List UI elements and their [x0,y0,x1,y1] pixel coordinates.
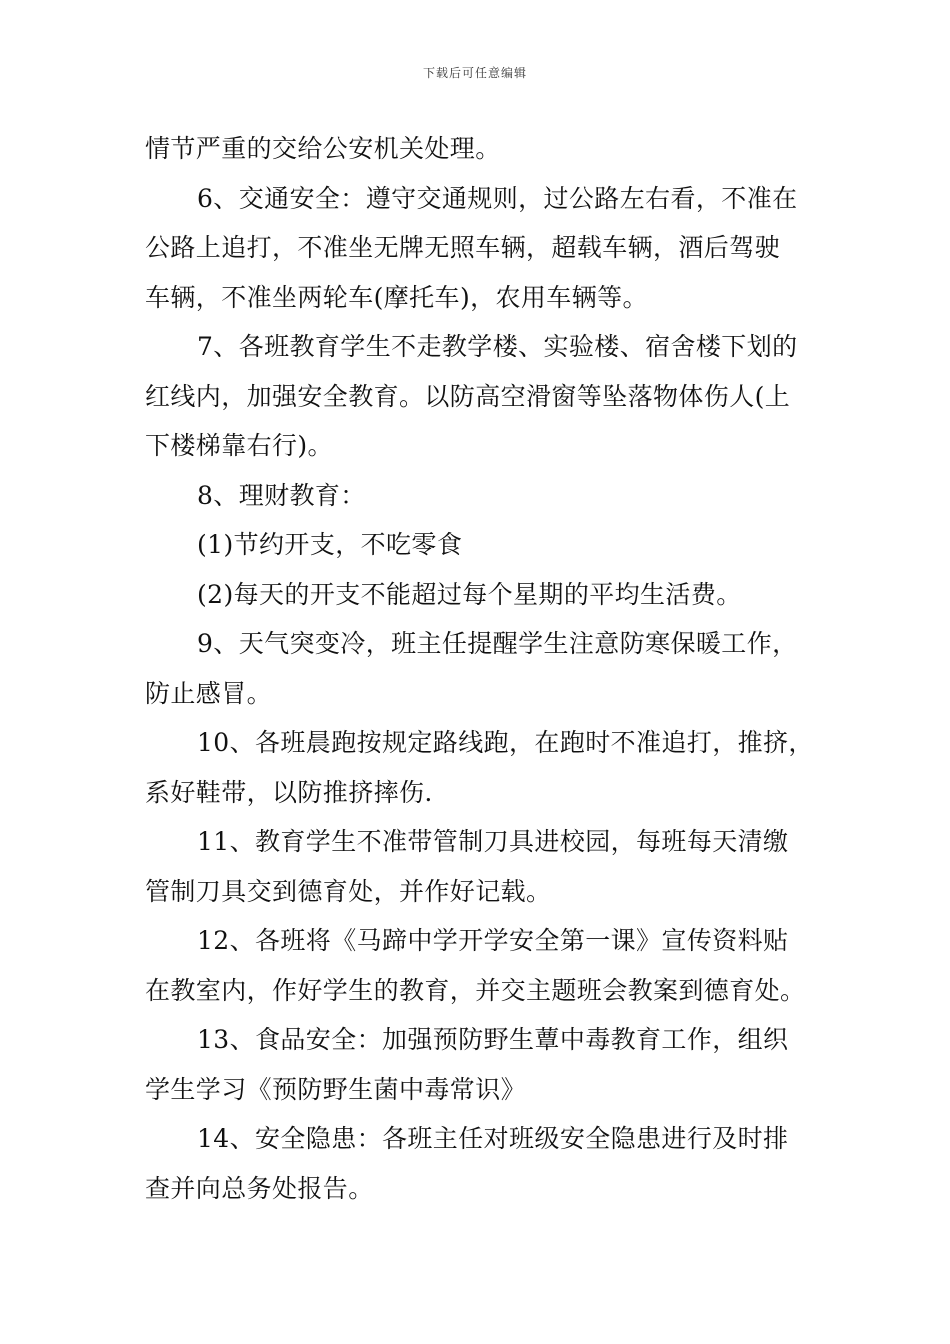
text-line: 11、教育学生不准带管制刀具进校园，每班每天清缴 [197,827,789,856]
text-line: 8、理财教育： [197,480,366,510]
text-line: (2)每天的开支不能超过每个星期的平均生活费。 [197,579,742,609]
text-line: 情节严重的交给公安机关处理。 [145,134,501,163]
document-body [145,124,825,1213]
text-line: 在教室内，作好学生的教育，并交主题班会教案到德育处。 [145,975,806,1005]
text-line: 9、天气突变冷，班主任提醒学生注意防寒保暖工作， [197,629,798,658]
text-line: (1)节约开支，不吃零食 [197,530,463,559]
text-line: 管制刀具交到德育处，并作好记载。 [145,876,552,906]
text-line: 车辆，不准坐两轮车(摩托车)，农用车辆等。 [145,282,648,312]
text-line: 查并向总务处报告。 [145,1173,374,1203]
text-line: 学生学习《预防野生菌中毒常识》 [145,1074,527,1104]
text-line: 下楼梯靠右行)。 [145,431,333,460]
text-line: 14、安全隐患：各班主任对班级安全隐患进行及时排 [197,1124,789,1153]
text-line: 系好鞋带，以防推挤摔伤. [145,777,433,807]
text-line: 公路上追打，不准坐无牌无照车辆，超载车辆，酒后驾驶 [145,233,781,262]
page-header: 下载后可任意编辑 [422,66,527,80]
text-line: 7、各班教育学生不走教学楼、实验楼、宿舍楼下划的 [197,332,798,361]
text-line: 6、交通安全：遵守交通规则，过公路左右看，不准在 [197,183,798,213]
text-line: 防止感冒。 [145,678,273,708]
text-line: 12、各班将《马蹄中学开学安全第一课》宣传资料贴 [197,926,789,955]
text-line: 红线内，加强安全教育。以防高空滑窗等坠落物体伤人(上 [145,381,791,411]
text-line: 10、各班晨跑按规定路线跑，在跑时不准追打，推挤， [197,728,814,757]
text-line: 13、食品安全：加强预防野生蕈中毒教育工作，组织 [197,1025,789,1054]
